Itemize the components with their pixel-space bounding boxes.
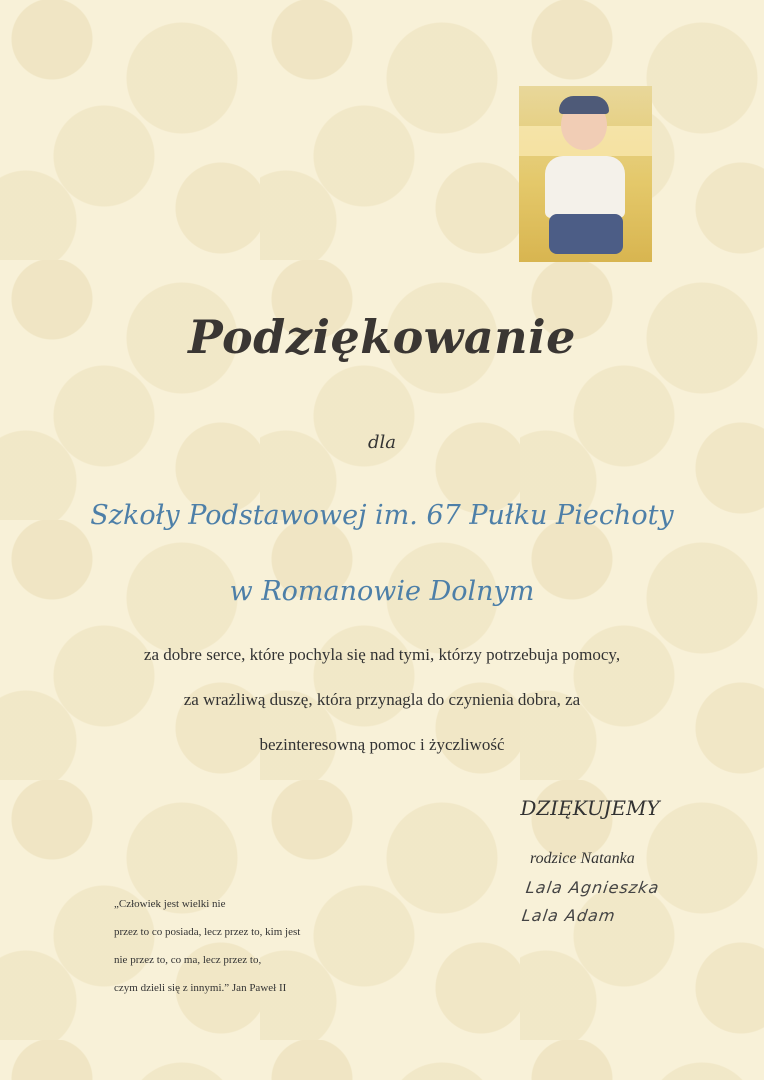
document-title: Podziękowanie bbox=[188, 310, 576, 364]
quote-line-3: nie przez to, co ma, lecz przez to, bbox=[114, 954, 262, 966]
signature-2: Lala Adam bbox=[520, 906, 617, 925]
body-line-3: bezinteresowną pomoc i życzliwość bbox=[259, 735, 505, 754]
quote-line-4: czym dzieli się z innymi.” Jan Paweł II bbox=[114, 982, 287, 994]
quote-line-1: „Człowiek jest wielki nie bbox=[114, 898, 226, 910]
quote-block bbox=[114, 890, 354, 1002]
dla-text: dla bbox=[367, 432, 396, 453]
thanks-text: DZIĘKUJEMY bbox=[520, 796, 660, 820]
body-line-2: za wrażliwą duszę, która przynagla do czynienia dobra, za bbox=[183, 690, 581, 709]
photo-child-headband bbox=[559, 96, 609, 114]
school-place: w Romanowie Dolnym bbox=[229, 576, 535, 607]
school-name: Szkoły Podstawowej im. 67 Pułku Piechoty bbox=[90, 500, 674, 531]
parents-text: rodzice Natanka bbox=[530, 850, 635, 867]
child-photo bbox=[519, 86, 652, 262]
photo-child-shorts bbox=[549, 214, 623, 254]
quote-line-2: przez to co posiada, lecz przez to, kim jest bbox=[114, 926, 301, 938]
photo-child-shirt bbox=[545, 156, 625, 218]
signature-1: Lala Agnieszka bbox=[524, 878, 661, 897]
body-line-1: za dobre serce, które pochyla się nad tymi, którzy potrzebuja pomocy, bbox=[143, 645, 621, 664]
